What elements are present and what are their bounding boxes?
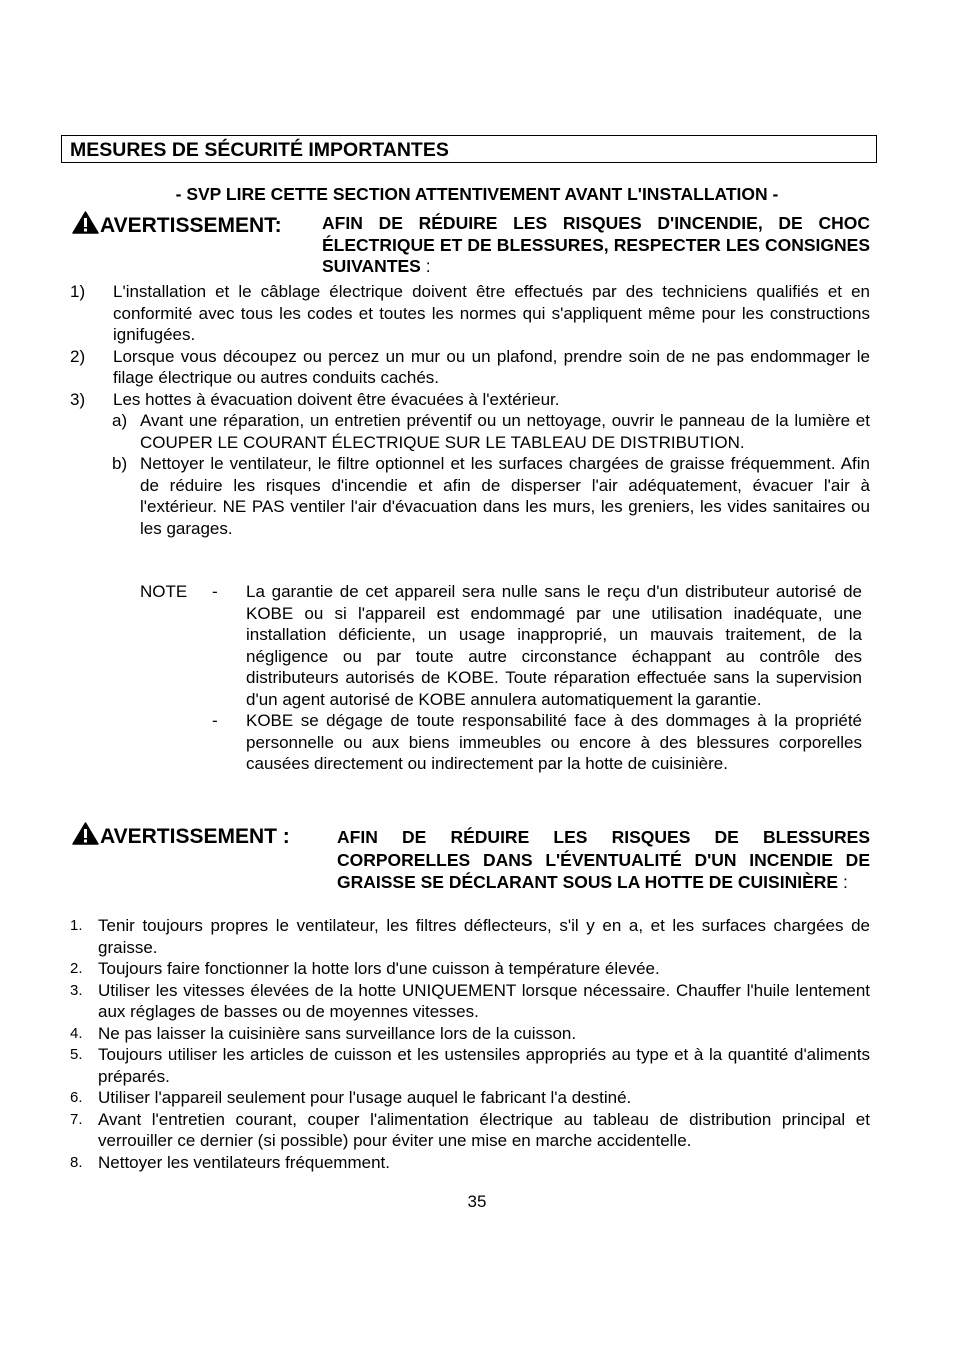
list-item-number: 2) — [70, 346, 86, 366]
sub-list-item — [70, 453, 870, 539]
list-item-number: 1) — [70, 282, 86, 301]
list-item-number: 2. — [70, 960, 83, 977]
list-item-number: 1. — [70, 917, 83, 934]
note-text: KOBE se dégage de toute responsabilité face à des dommages à la propriété personnelle ou aux biens immeubles ou encore à des blessures corporelles causées directement ou indirectement par la hotte de cuisinière. — [246, 711, 862, 773]
sub-list-letter: b) — [112, 454, 128, 473]
list-item-number: 8. — [70, 1153, 83, 1171]
note-dash: - — [212, 582, 218, 601]
list-item-number: 6. — [70, 1089, 83, 1106]
warning-label-text: AVERTISSEMENT — [100, 214, 275, 237]
sub-list-text: Avant une réparation, un entretien préventif ou un nettoyage, ouvrir le panneau de la lumière et COUPER LE COURANT ÉLECTRIQUE SUR LE TABLEAU DE DISTRIBUTION. — [140, 411, 870, 452]
warning-triangle-icon — [72, 822, 99, 845]
list-item — [70, 346, 870, 389]
note-text: La garantie de cet appareil sera nulle sans le reçu d'un distributeur autorisé de KOBE ou si l'appareil est endommagé par une utilisation inadéquate, une installation déficiente, un usage inapproprié, un mauvais traitement, de la négligence ou par toute autre circonstance échappant au contrôle des distributeurs autorisés de KOBE. Toute réparation effectuée sans la supervision d'un agent autorisé de KOBE annulera automatiquement la garantie. — [246, 582, 862, 709]
list-item-text: L'installation et le câblage électrique doivent être effectués par des techniciens qualifiés et en conformité avec tous les codes et toutes les normes qui s'appliquent même pour les constructions ignifugées. — [113, 282, 870, 344]
list-item — [70, 915, 870, 958]
grease-fire-list — [70, 915, 870, 1173]
note-item — [140, 581, 862, 710]
list-item — [70, 958, 870, 980]
list-item — [70, 1109, 870, 1152]
installation-list — [70, 281, 870, 539]
warning-text-1-tail: : — [420, 256, 431, 276]
warning-text-2-body: AFIN DE RÉDUIRE LES RISQUES DE BLESSURES CORPORELLES DANS L'ÉVENTUALITÉ D'UN INCENDIE DE GRAISSE SE DÉCLARANT SOUS LA HOTTE DE CUISINIÈRE — [337, 827, 870, 892]
list-item-number: 7. — [70, 1110, 83, 1128]
warning-colon: : — [276, 825, 290, 848]
section-title: MESURES DE SÉCURITÉ IMPORTANTES — [61, 135, 877, 163]
note-block — [140, 581, 862, 775]
list-item-number: 4. — [70, 1024, 83, 1042]
list-item-number: 3) — [70, 389, 86, 409]
list-item — [70, 980, 870, 1023]
sub-list-letter: a) — [112, 411, 128, 430]
note-label: NOTE — [140, 582, 188, 601]
sub-list-text: Nettoyer le ventilateur, le filtre optionnel et les surfaces chargées de graisse fréquemment. Afin de réduire les risques d'incendie et afin de disperser l'air adéquatement, évacuer l'air à l'extérieur. NE PAS ventiler l'air d'évacuation dans les murs, les greniers, les vides sanitaires ou les garages. — [140, 454, 870, 538]
list-item-text: Lorsque vous découpez ou percez un mur ou un plafond, prendre soin de ne pas endommager le filage électrique ou autres conduits cachés. — [113, 346, 870, 387]
list-item-text: Toujours faire fonctionner la hotte lors d'une cuisson à température élevée. — [98, 959, 660, 978]
list-item — [70, 1023, 870, 1045]
warning-text-2-tail: : — [838, 872, 848, 892]
note-item — [140, 710, 862, 775]
list-item — [70, 1044, 870, 1087]
list-item-text: Ne pas laisser la cuisinière sans surveillance lors de la cuisson. — [98, 1023, 577, 1043]
warning-label-2 — [72, 822, 290, 850]
sub-list-item — [70, 410, 870, 453]
section-subtitle: - SVP LIRE CETTE SECTION ATTENTIVEMENT AVANT L'INSTALLATION - — [175, 184, 779, 204]
warning-label-1 — [72, 211, 282, 239]
list-item-text: Les hottes à évacuation doivent être évacuées à l'extérieur. — [113, 389, 560, 409]
warning-label-text: AVERTISSEMENT — [100, 825, 277, 848]
list-item — [70, 389, 870, 411]
warning-text-2 — [337, 826, 870, 894]
list-item-text: Avant l'entretien courant, couper l'alimentation électrique au tableau de distribution principal et verrouiller ce dernier (si possible) pour éviter une mise en marche accidentelle. — [98, 1109, 870, 1150]
list-item-text: Nettoyer les ventilateurs fréquemment. — [98, 1152, 390, 1172]
warning-colon: : — [274, 214, 282, 237]
list-item — [70, 1087, 870, 1109]
list-item-text: Utiliser l'appareil seulement pour l'usage auquel le fabricant l'a destiné. — [98, 1088, 632, 1107]
list-item-number: 5. — [70, 1046, 83, 1063]
warning-text-1 — [322, 213, 870, 278]
note-dash: - — [212, 711, 218, 730]
list-item-text: Toujours utiliser les articles de cuisson et les ustensiles appropriés au type et à la quantité d'aliments préparés. — [98, 1045, 870, 1086]
page-number: 35 — [467, 1192, 487, 1211]
list-item — [70, 1152, 870, 1174]
list-item-text: Tenir toujours propres le ventilateur, les filtres déflecteurs, s'il y en a, et les surfaces chargées de graisse. — [98, 916, 870, 957]
list-item-number: 3. — [70, 981, 83, 999]
list-item-text: Utiliser les vitesses élevées de la hotte UNIQUEMENT lorsque nécessaire. Chauffer l'huile lentement aux réglages de basses ou de moyennes vitesses. — [98, 980, 870, 1021]
warning-text-1-body: AFIN DE RÉDUIRE LES RISQUES D'INCENDIE, DE CHOC ÉLECTRIQUE ET DE BLESSURES, RESPECTER LES CONSIGNES SUIVANTES — [322, 213, 870, 276]
warning-triangle-icon — [72, 211, 99, 234]
list-item — [70, 281, 870, 346]
